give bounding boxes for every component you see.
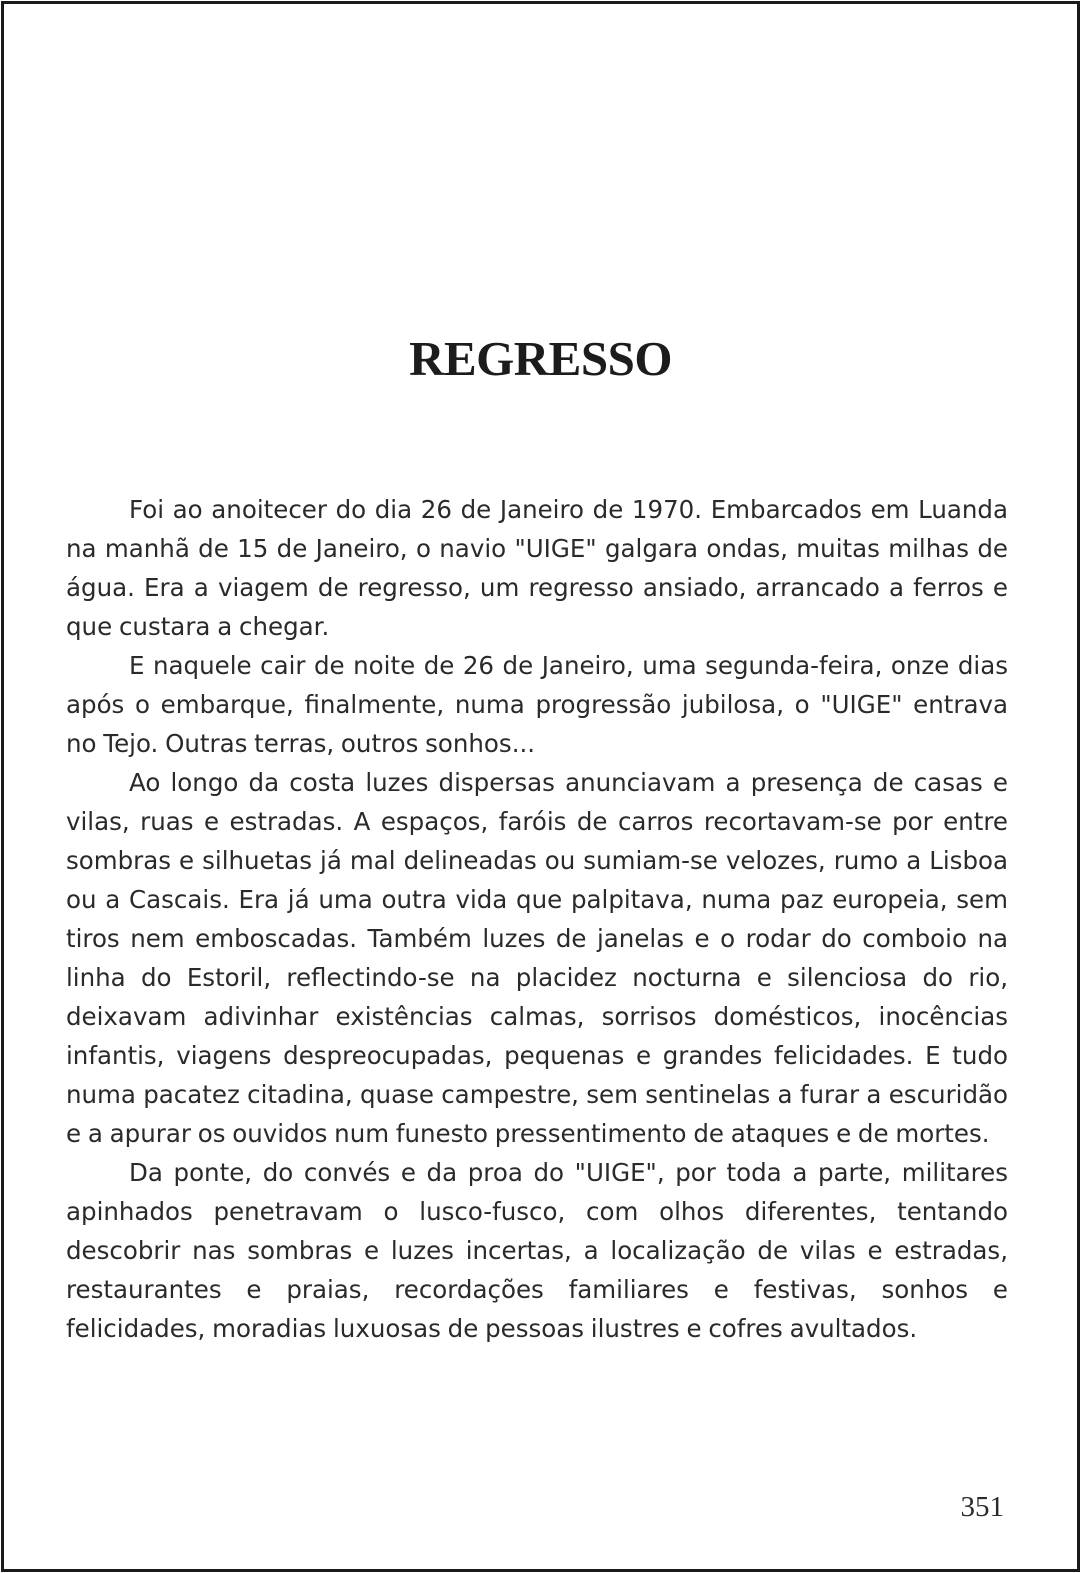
paragraph: Ao longo da costa luzes dispersas anunciavam a presença de casas e vilas, ruas e estradas. A espaços, faróis de carros recortavam-se por entre sombras e silhuetas já mal delineadas ou sumiam-se velozes, rumo a Lisboa ou a Cascais. Era já uma outra vida que palpitava, numa paz europeia, sem tiros nem emboscadas. Também luzes de janelas e o rodar do comboio na linha do Estoril, reflectindo-se na placidez nocturna e silenciosa do rio, deixavam adivinhar existências calmas, sorrisos domésticos, inocências infantis, viagens despreocupadas, pequenas e grandes felicidades. E tudo numa pacatez citadina, quase campestre, sem sentinelas a furar a escuridão e a apurar os ouvidos num funesto pressentimento de ataques e de mortes.	[66, 768, 1008, 1148]
paragraph: E naquele cair de noite de 26 de Janeiro, uma segunda-feira, onze dias após o embarque, finalmente, numa progressão jubilosa, o "UIGE" entrava no Tejo. Outras terras, outros sonhos...	[66, 651, 1008, 758]
page	[1, 1, 1080, 1572]
chapter-title: REGRESSO	[409, 331, 672, 386]
paragraph: Da ponte, do convés e da proa do "UIGE", por toda a parte, militares apinhados penetravam o lusco-fusco, com olhos diferentes, tentando descobrir nas sombras e luzes incertas, a localização de vilas e estradas, restaurantes e praias, recordações familiares e festivas, sonhos e felicidades, moradias luxuosas de pessoas ilustres e cofres avultados.	[66, 1158, 1008, 1343]
page-number: 351	[960, 1491, 1004, 1523]
body-text	[66, 490, 1008, 1348]
paragraph: Foi ao anoitecer do dia 26 de Janeiro de 1970. Embarcados em Luanda na manhã de 15 de Janeiro, o navio "UIGE" galgara ondas, muitas milhas de água. Era a viagem de regresso, um regresso ansiado, arrancado a ferros e que custara a chegar.	[66, 495, 1008, 641]
